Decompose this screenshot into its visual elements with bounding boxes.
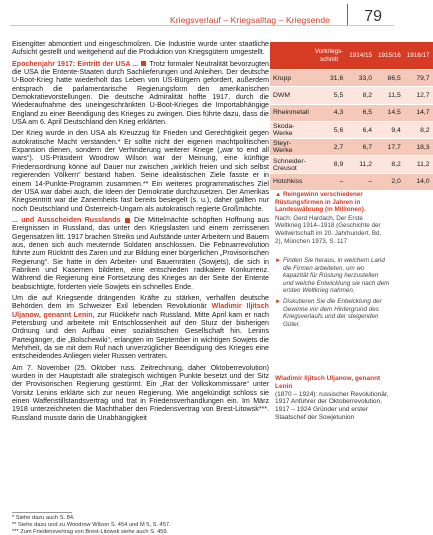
company-cell: DWM [270, 87, 312, 104]
bio-name: Wladimir Iljitsch Uljanow, genannt Lenin [275, 375, 381, 390]
page-number: 79 [364, 8, 382, 25]
triangle-bullet-icon: ► [275, 297, 282, 305]
company-cell: Krupp [270, 70, 312, 87]
paragraph: Am 7. November (25. Oktober russ. Zeitrechnung, daher Oktoberrevolution) wurden in der Hauptstadt alle strategisch wichtigen Punkte besetzt und der Sitz der Provisorischen Regierung gestürmt. Ein „Rat der Volkskommissare“ unter Vorsitz Lenins erklärte sich zur neuen Regierung. Wie angekündigt schloss sie einen Waffenstillstandsvertrag und trat in Friedensverhandlungen ein. Im März 1918 unterzeichneten die Machthaber den Friedensvertrag von Brest-Litowsk***. Russland musste darin die Unabhängigkeit [12, 363, 269, 422]
footnote: * Siehe dazu auch S. 84. [12, 515, 75, 521]
paragraph: Epochenjahr 1917: Eintritt der USA ... Trotz formaler Neutralität bevorzugten die USA die Entente-Staaten durch Sachlieferungen und Anleihen. Der deutsche U-Boot-Krieg hatte wiederholt das Leben von US-Bürgern gefordert, außerdem entsprach die parlamentarische Regierungsform den amerikanischen Demokratievorstellungen. Die deutsche Admiralität hoffte 1917, durch die Wiederaufnahme des uneingeschränkten U-Boot-Krieges die Importabhängige England zu einer Beendigung des Krieges zu zwingen. Dies führte dazu, dass die USA am 6. April Deutschland den Krieg erklärten. [12, 59, 270, 127]
caption-source: Nach: Gerd Hardach, Der Erste Weltkrieg 1914–1918 (Geschichte der Weltwirtschaft im 20. Jahrhundert, Bd. 2), München 1973, S. 117 [275, 214, 382, 245]
value-cell: 4,3 [312, 104, 346, 121]
value-cell: 86,5 [375, 70, 404, 87]
value-cell: 6,5 [346, 104, 375, 121]
value-cell: 12,7 [404, 87, 433, 104]
person-name-highlight: Wladimir Iljitsch Uljanow, genannt Lenin, [12, 302, 269, 319]
value-cell: 8,2 [375, 156, 404, 173]
task-item: ► Finden Sie heraus, in welchem Land die Firmen arbeiteten, um wo kapazität für Rüstung herzustellen und welche Entwicklung sie nach dem ersten Weltkrieg nahmen. [275, 257, 390, 295]
value-cell: 14,5 [375, 104, 404, 121]
value-cell: 18,3 [404, 139, 433, 156]
profit-table [270, 42, 433, 191]
table-header-row: Vorkriegs-schnitt 1914/15 1915/16 1916/17 [270, 42, 433, 70]
value-cell: 8,9 [312, 156, 346, 173]
value-cell: 8,2 [346, 87, 375, 104]
triangle-bullet-icon: ► [275, 257, 282, 264]
task-item: ► Diskutieren Sie die Entwicklung der Gewinne vor dem Hintergrund des Kriegsverlaufs und der steigenden Güter. [275, 297, 382, 328]
triangle-bullet-icon: ▲ [275, 191, 283, 198]
company-cell: Steyr-Werke [270, 139, 312, 156]
table-row [270, 70, 433, 87]
footnote: ** Siehe dazu und zu Woodrow Wilson S. 454 und M 5, S. 457. [12, 521, 171, 528]
value-cell: 11,5 [375, 87, 404, 104]
page-header [0, 0, 400, 28]
running-title: Kriegsverlauf – Kriegsalltag – Kriegsende [169, 15, 330, 25]
main-text-column [12, 40, 269, 425]
value-cell: 5,6 [312, 121, 346, 138]
table-row [270, 156, 433, 173]
paragraph: Um die auf Kriegsende drängenden Kräfte zu stärken, verhalfen deutsche Behörden dem im Schweizer Exil lebenden Revolutionär Wladimir Iljitsch Uljanow, genannt Lenin, zur Rückkehr nach Russland. Mitte April kam er nach Petersburg und arbeitete mit Entschlossenheit auf den Sturz der bisherigen Ordnung und den Aufbau einer sozialistischen Gesellschaft hin. Lenins Parteigänger, die „Bolschewiki“, erlangten im September in wichtigen Sowjets die Mehrheit, da sie mit dem Ruf nach unverzüglicher Beendigung des Krieges eine entscheidendes Anliegen vieler Russen vertraten. [12, 293, 269, 361]
value-cell: – [346, 173, 375, 190]
marginal-marker-icon [125, 218, 130, 223]
paragraph: Der Krieg wurde in den USA als Kreuzzug für Frieden und Gerechtigkeit gegen autokratische Macht verstanden.* Er sollte nicht der eigenen machtpolitischen Expansion dienen, sondern der Verhinderung weiterer Kriege („war to end all wars“). US-Präsident Woodrow Wilson war der Meinung, eine künftige Friedensordnung könne auf Dauer nur zwischen „wirklich freien und sich selbst regierenden Völkern“ bestand haben. Seine idealistischen Ziele fasste er in einem 14-Punkte-Programm zusammen.** Ein weiteres programmatisches Ziel der USA war dabei auch, die Ideen der Demokratie durchzusetzen. Der Amerikas Kriegseintritt war die Zanemheits fast bereits besiegelt (s. u.), daher gallten nur noch Deutschland und Österreich-Ungarn als autokratisch regierte Großmächte. [12, 129, 269, 213]
value-cell: 6,7 [346, 139, 375, 156]
marginal-marker-icon [141, 61, 146, 66]
table-row [270, 104, 433, 121]
value-cell: 9,4 [375, 121, 404, 138]
company-cell: Schneider-Creusot [270, 156, 312, 173]
table-row [270, 121, 433, 138]
footnotes [12, 512, 282, 535]
company-cell: Skoda-Werke [270, 121, 312, 138]
value-cell: 8,2 [404, 121, 433, 138]
table-caption [275, 191, 390, 245]
value-cell: 2,7 [312, 139, 346, 156]
footnote: *** Zum Friedensvertrag von Brest-Litowsk siehe auch S. 459. [12, 528, 169, 535]
value-cell: 17,7 [375, 139, 404, 156]
bio-text: (1870 – 1924): russischer Revolutionär, 1917 Anführer der Oktoberrevolution, 1917 – 1924 Gründer und erster Staatschef der Sowjetunion [275, 390, 389, 421]
table-row [270, 173, 433, 190]
value-cell: 31,6 [312, 70, 346, 87]
section-heading: Epochenjahr 1917: Eintritt der USA ... [12, 59, 139, 68]
value-cell: 14,7 [404, 104, 433, 121]
caption-title: ▲ Reingewinn verschiedener Rüstungsfirmen in Jahren in Landeswährung (in Millionen). [275, 191, 366, 214]
value-cell: 11,2 [346, 156, 375, 173]
section-heading: ... und Ausscheiden Russlands [12, 215, 121, 224]
value-cell: 5,5 [312, 87, 346, 104]
paragraph: ... und Ausscheiden Russlands Die Mittelmächte schöpften Hoffnung aus Ereignissen in Russland, das unter den Kriegslasten und einem zerrissenen Gegensatzen litt. 1917 brachen Streiks und Aufstände unter Arbeitern und Bauern aus, denen sich auch meuternde Soldaten anschlossen. Die Februarrevolution führte zum Rücktritt des Zaren und zur Bildung einer bürgerlichen „Provisorischen Regierung“. Sie hatte in den Arbeiter- und Bauernräten (Sowjets), die sich in Fabriken und Kasernen bildeten, eine entschieden radikalere Konkurrenz. Während die Regierung eine Fortsetzung des Krieges an der Seite der Entente beabsichtigte, forderten viele Sowjets ein schnelles Ende. [12, 215, 269, 291]
value-cell: 33,0 [346, 70, 375, 87]
footnote-rule [12, 512, 72, 513]
company-cell: Rheinmetall [270, 104, 312, 121]
biography-box [275, 375, 390, 422]
value-cell: 11,2 [404, 156, 433, 173]
value-cell: 14,0 [404, 173, 433, 190]
header-rule [10, 25, 394, 26]
paragraph: Eisengitter abmontiert und eingeschmolzen. Die Industrie wurde unter staatliche Aufsicht gestellt und weitgehend auf die Produktion von Kriegsgütern umgestellt. [12, 40, 269, 57]
company-cell: Hotchkiss [270, 173, 312, 190]
task-list [275, 257, 390, 331]
value-cell: 6,4 [346, 121, 375, 138]
value-cell: 2,0 [375, 173, 404, 190]
value-cell: – [312, 173, 346, 190]
table-row [270, 87, 433, 104]
value-cell: 79,7 [404, 70, 433, 87]
table-row [270, 139, 433, 156]
